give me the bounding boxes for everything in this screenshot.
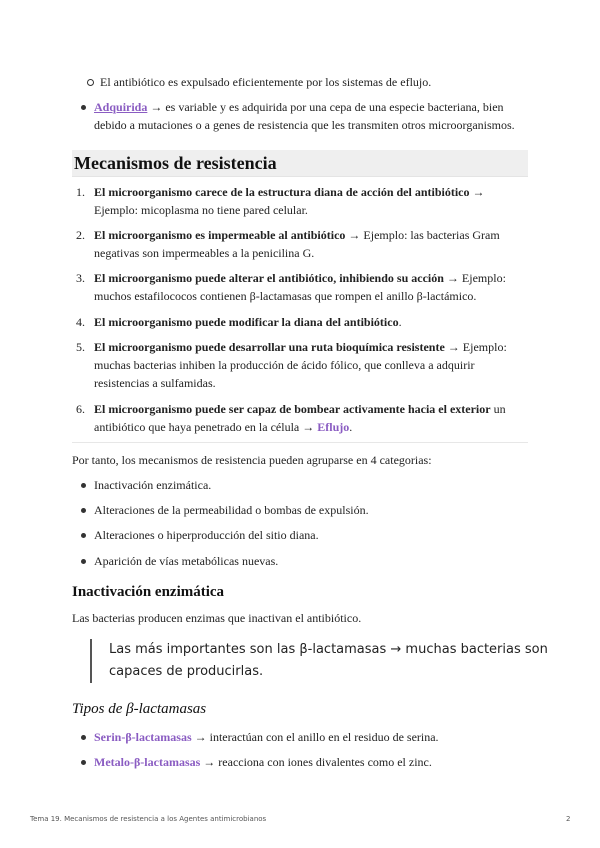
paragraph: Las bacterias producen enzimas que inactivan el antibiótico.: [72, 611, 362, 625]
list-item: Alteraciones de la permeabilidad o bombas de expulsión.: [94, 501, 534, 519]
bullet-icon: [81, 508, 86, 513]
page-number: 2: [566, 815, 571, 823]
list-item: Inactivación enzimática.: [94, 476, 534, 494]
adquirida-link[interactable]: Adquirida: [94, 100, 148, 114]
list-item: 6. El microorganismo puede ser capaz de bombear activamente hacia el exterior un antibiótico que haya penetrado en la célula → Eflujo.: [76, 402, 506, 434]
list-item: Adquirida → es variable y es adquirida por una cepa de una especie bacteriana, bien debido a mutaciones o a genes de resistencia que les transmiten otros microorganismos.: [94, 98, 534, 134]
list-item: Serin-β-lactamasas → interactúan con el anillo en el residuo de serina.: [94, 728, 534, 746]
list-item: El antibiótico es expulsado eficientemente por los sistemas de eflujo.: [100, 73, 540, 91]
list-item: 1. El microorganismo carece de la estructura diana de acción del antibiótico → Ejemplo: micoplasma no tiene pared celular.: [76, 185, 485, 217]
divider: [72, 442, 528, 443]
list-item: Metalo-β-lactamasas → reacciona con iones divalentes como el zinc.: [94, 753, 534, 771]
bullet-icon: [81, 559, 86, 564]
list-item: Aparición de vías metabólicas nuevas.: [94, 552, 534, 570]
subsection-heading: Inactivación enzimática: [72, 584, 225, 600]
circle-bullet-icon: [87, 79, 94, 86]
bullet-icon: [81, 483, 86, 488]
list-item: 2. El microorganismo es impermeable al antibiótico → Ejemplo: las bacterias Gram negativas son impermeables a la penicilina G.: [76, 228, 500, 260]
blockquote: Las más importantes son las β-lactamasas → muchas bacterias son capaces de producirlas.: [90, 639, 549, 683]
bullet-icon: [81, 105, 86, 110]
eflujo-link[interactable]: Eflujo: [317, 420, 350, 434]
serin-link[interactable]: Serin-β-lactamasas: [94, 730, 192, 744]
metalo-link[interactable]: Metalo-β-lactamasas: [94, 755, 201, 769]
list-item: 5. El microorganismo puede desarrollar una ruta bioquímica resistente → Ejemplo: muchas bacterias inhiben la producción de ácido fólico, que conlleva a adquirir resistencias a sulfamidas.: [76, 340, 507, 390]
subsubsection-heading: Tipos de β-lactamasas: [72, 701, 207, 717]
list-item: Alteraciones o hiperproducción del sitio diana.: [94, 526, 534, 544]
bullet-icon: [81, 533, 86, 538]
section-heading: Mecanismos de resistencia: [72, 150, 528, 176]
list-item: 3. El microorganismo puede alterar el antibiótico, inhibiendo su acción → Ejemplo: muchos estafilococos contienen β-lactamasas que rompen el anillo β-lactámico.: [76, 271, 506, 303]
summary-intro: Por tanto, los mecanismos de resistencia pueden agruparse en 4 categorias:: [72, 453, 432, 467]
bullet-icon: [81, 760, 86, 765]
footer-title: Tema 19. Mecanismos de resistencia a los Agentes antimicrobianos: [30, 815, 267, 823]
divider: [72, 176, 528, 177]
list-item: 4. El microorganismo puede modificar la diana del antibiótico.: [76, 315, 402, 329]
bullet-icon: [81, 735, 86, 740]
